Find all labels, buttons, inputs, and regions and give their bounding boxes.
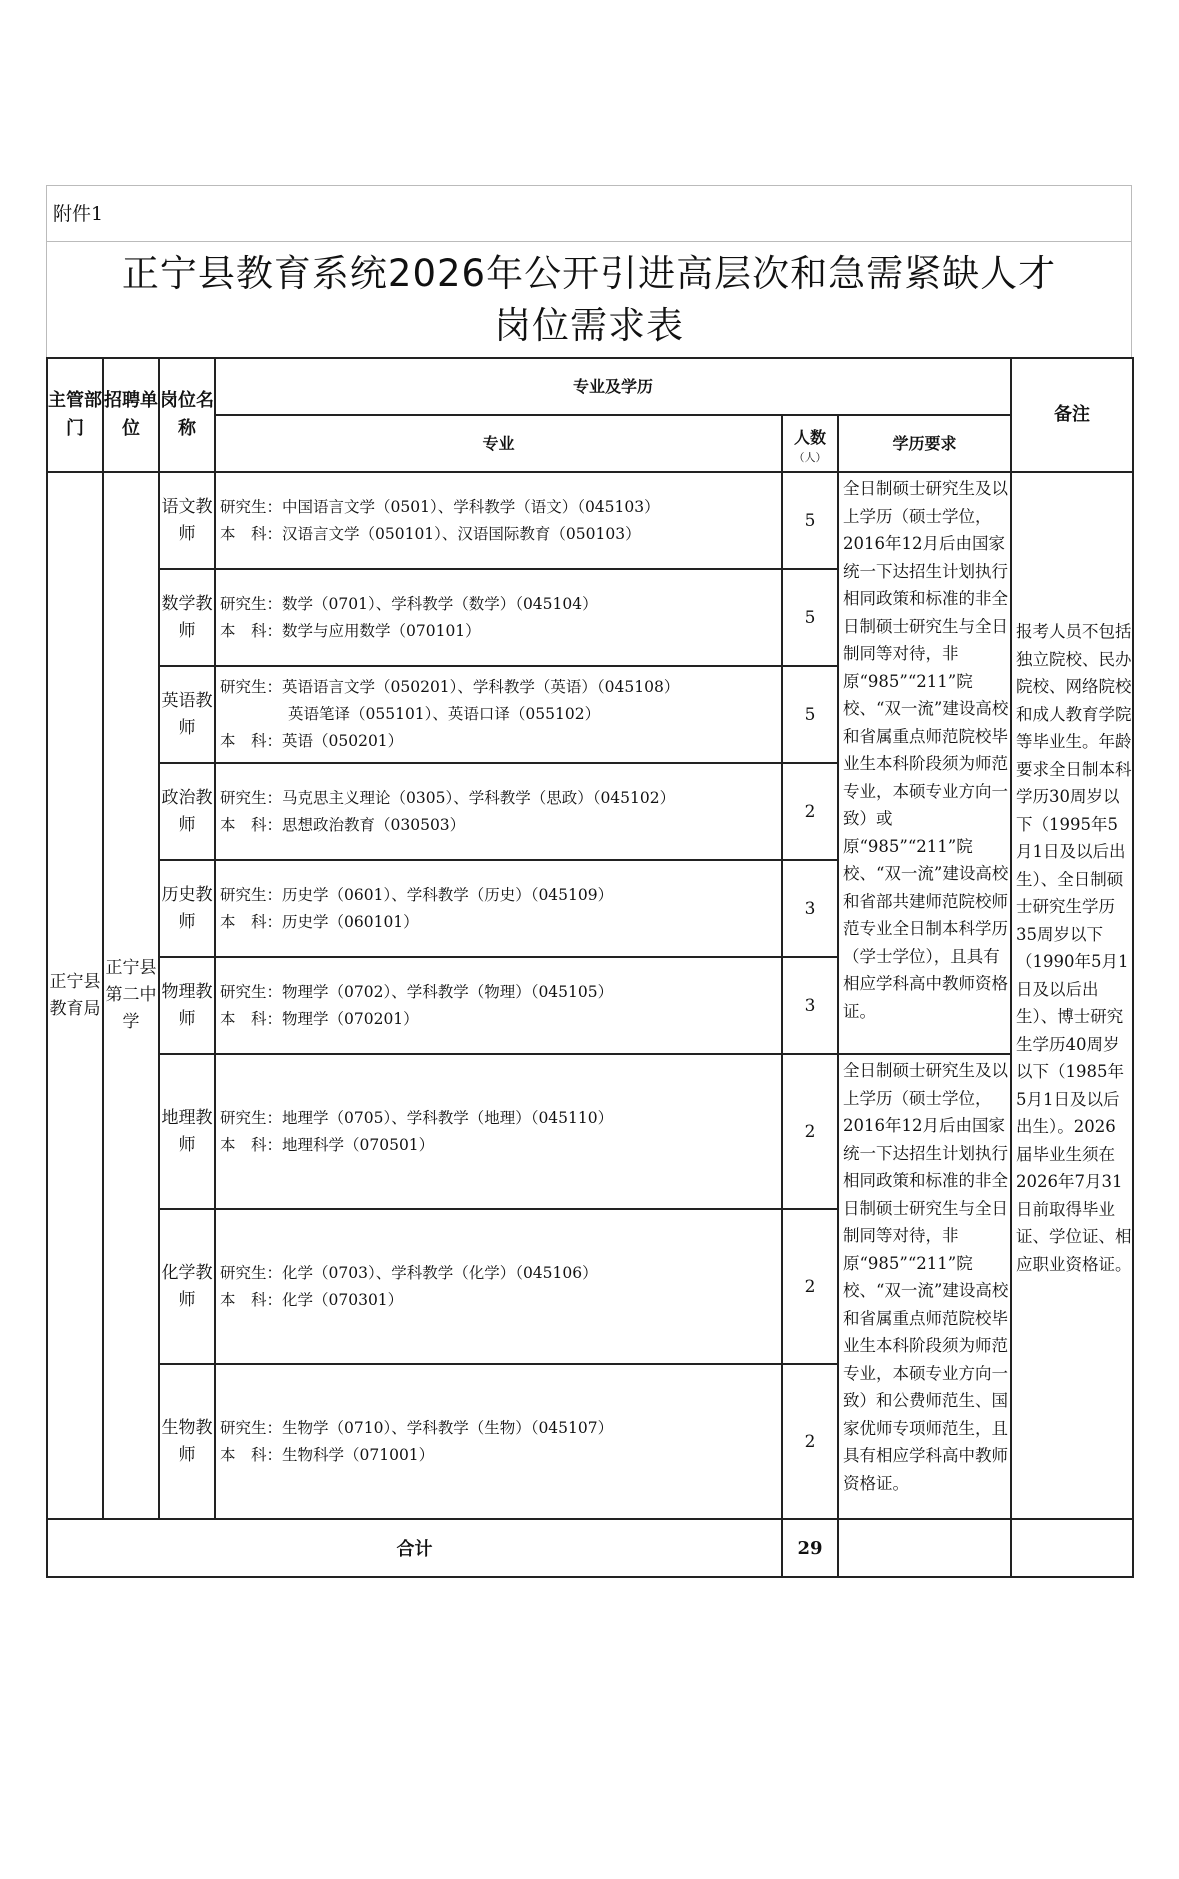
header-unit: 招聘单位 — [103, 358, 159, 472]
major-line: 本 科：化学（070301） — [220, 1290, 404, 1309]
header-position: 岗位名称 — [159, 358, 215, 472]
count-cell: 3 — [782, 957, 838, 1054]
unit-cell: 正宁县第二中学 — [103, 472, 159, 1519]
table-row — [47, 1054, 1133, 1209]
count-cell: 3 — [782, 860, 838, 957]
position-cell: 物理教师 — [159, 957, 215, 1054]
edu-requirement-2: 全日制硕士研究生及以上学历（硕士学位，2016年12月后由国家统一下达招生计划执行相同政策和标准的非全日制硕士研究生与全日制同等对待，非原“985”“211”院校、“双一流”建设高校和省属重点师范院校毕业生本科阶段须为师范专业，本硕专业方向一致）和公费师范生、国家优师专项师范生，且具有相应学科高中教师资格证。 — [838, 1054, 1011, 1519]
major-line: 研究生：马克思主义理论（0305）、学科教学（思政）（045102） — [220, 788, 676, 807]
position-cell: 数学教师 — [159, 569, 215, 666]
recruitment-sheet — [46, 185, 1132, 1578]
position-table — [46, 357, 1134, 1578]
total-count: 29 — [782, 1519, 838, 1577]
title-line-2: 岗位需求表 — [494, 304, 684, 347]
header-major: 专业 — [215, 415, 782, 472]
major-cell — [215, 957, 782, 1054]
position-cell: 历史教师 — [159, 860, 215, 957]
major-line: 本 科：生物科学（071001） — [220, 1445, 435, 1464]
position-cell: 政治教师 — [159, 763, 215, 860]
major-line: 本 科：英语（050201） — [220, 732, 404, 750]
major-cell — [215, 569, 782, 666]
major-line: 研究生：英语语言文学（050201）、学科教学（英语）（045108） — [220, 678, 680, 696]
major-line: 本 科：物理学（070201） — [220, 1009, 419, 1028]
major-line: 本 科：汉语言文学（050101）、汉语国际教育（050103） — [220, 524, 641, 543]
edu-requirement-1: 全日制硕士研究生及以上学历（硕士学位，2016年12月后由国家统一下达招生计划执行相同政策和标准的非全日制硕士研究生与全日制同等对待，非原“985”“211”院校、“双一流”建设高校和省属重点师范院校毕业生本科阶段须为师范专业，本硕专业方向一致）或原“985”“211”院校、“双一流”建设高校和省部共建师范院校师范专业全日制本科学历（学士学位），且具有相应学科高中教师资格证。 — [838, 472, 1011, 1054]
count-cell: 5 — [782, 569, 838, 666]
major-line: 研究生：中国语言文学（0501）、学科教学（语文）（045103） — [220, 497, 660, 516]
header-count-unit: （人） — [793, 450, 827, 464]
major-cell — [215, 763, 782, 860]
major-cell — [215, 472, 782, 569]
total-label: 合计 — [47, 1519, 782, 1577]
major-line: 研究生：物理学（0702）、学科教学（物理）（045105） — [220, 982, 614, 1001]
major-line: 研究生：数学（0701）、学科教学（数学）（045104） — [220, 594, 598, 613]
major-line: 研究生：地理学（0705）、学科教学（地理）（045110） — [220, 1108, 614, 1127]
major-line: 研究生：历史学（0601）、学科教学（历史）（045109） — [220, 885, 614, 904]
position-cell: 化学教师 — [159, 1209, 215, 1364]
count-cell: 5 — [782, 472, 838, 569]
position-cell: 语文教师 — [159, 472, 215, 569]
total-edu-empty — [838, 1519, 1011, 1577]
page-title — [46, 241, 1132, 357]
total-remark-empty — [1011, 1519, 1133, 1577]
count-cell: 2 — [782, 1209, 838, 1364]
major-cell — [215, 1364, 782, 1519]
major-cell — [215, 1054, 782, 1209]
table-row — [47, 472, 1133, 569]
major-cell — [215, 666, 782, 763]
major-line: 本 科：数学与应用数学（070101） — [220, 621, 481, 640]
major-line: 本 科：历史学（060101） — [220, 912, 419, 931]
major-line: 研究生：化学（0703）、学科教学（化学）（045106） — [220, 1263, 598, 1282]
header-major-edu: 专业及学历 — [215, 358, 1011, 415]
count-cell: 2 — [782, 763, 838, 860]
major-cell — [215, 860, 782, 957]
major-line: 研究生：生物学（0710）、学科教学（生物）（045107） — [220, 1418, 614, 1437]
major-line: 英语笔译（055101）、英语口译（055102） — [288, 705, 601, 723]
attachment-label: 附件1 — [46, 185, 1132, 241]
dept-cell: 正宁县教育局 — [47, 472, 103, 1519]
major-line: 本 科：思想政治教育（030503） — [220, 815, 466, 834]
header-dept: 主管部门 — [47, 358, 103, 472]
count-cell: 2 — [782, 1054, 838, 1209]
header-edu-req: 学历要求 — [838, 415, 1011, 472]
remark-cell — [1011, 472, 1133, 1519]
header-remark: 备注 — [1011, 358, 1133, 472]
title-line-1: 正宁县教育系统2026年公开引进高层次和急需紧缺人才 — [121, 252, 1057, 295]
position-cell: 英语教师 — [159, 666, 215, 763]
count-cell: 2 — [782, 1364, 838, 1519]
total-row — [47, 1519, 1133, 1577]
major-cell — [215, 1209, 782, 1364]
position-cell: 地理教师 — [159, 1054, 215, 1209]
major-line: 本 科：地理科学（070501） — [220, 1135, 435, 1154]
remark-text: 报考人员不包括独立院校、民办院校、网络院校和成人教育学院等毕业生。年龄要求全日制本科学历30周岁以下（1995年5月1日及以后出生）、全日制硕士研究生学历35周岁以下（1990年5月1日及以后出生）、博士研究生学历40周岁以下（1985年5月1日及以后出生）。2026届毕业生须在2026年7月31日前取得毕业证、学位证、相应职业资格证。 — [1016, 622, 1132, 1274]
position-cell: 生物教师 — [159, 1364, 215, 1519]
header-count-label: 人数 — [793, 427, 826, 447]
header-count — [782, 415, 838, 472]
count-cell: 5 — [782, 666, 838, 763]
